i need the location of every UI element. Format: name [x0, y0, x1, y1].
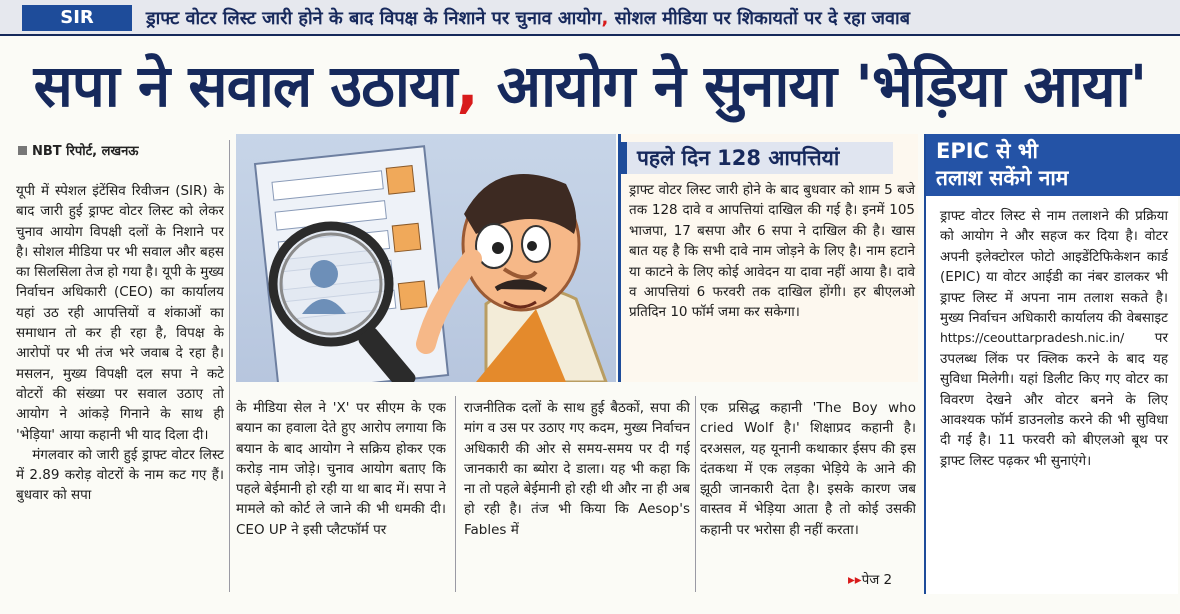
ceo-website-link[interactable]: https://ceouttarpradesh.nic.in/ [940, 330, 1124, 346]
headline-comma: , [456, 52, 478, 120]
headline-part2: आयोग ने सुनाया 'भेड़िया आया' [477, 52, 1147, 120]
column-divider [229, 140, 230, 592]
article-column-3 [464, 398, 690, 592]
article-paragraph: यूपी में स्पेशल इंटेंसिव रिवीजन (SIR) के बाद जारी हुई ड्राफ्ट वोटर लिस्ट को लेकर चुनाव आयोग विपक्षी दलों के निशाने पर है। सोशल मीडिया पर भी सवाल और बहस का सिलसिला तेज हो गया है। यूपी के मुख्य निर्वाचन अधिकारी (CEO) का कार्यालय यहां उठ रही आपत्तियों व शंकाओं का समाधान तो कर ही रहा है, विपक्ष के आरोपों पर भी तंज भरे जवाब दे रहा है। मसलन, मुख्य विपक्षी दल सपा ने कटे वोटरों की संख्या पर सवाल उठाए तो आयोग ने आंकड़े गिनाने के साथ ही 'भेड़िया' आया कहानी भी याद दिला दी। [16, 183, 224, 443]
subheadline-comma: , [601, 8, 609, 29]
epic-box-body-part1: ड्राफ्ट वोटर लिस्ट से नाम तलाशने की प्रक्रिया को आयोग ने और सहज कर दिया है। वोटर अपनी इलेक्टोरल फोटो आइडेंटिफिकेशन कार्ड (EPIC) या वोटर आईडी का नंबर डालकर भी ड्राफ्ट लिस्ट में अपना नाम तलाश सकते है। मुख्य निर्वाचन अधिकारी कार्यालय की वेबसाइट [940, 208, 1168, 327]
continued-on-page[interactable] [848, 570, 892, 588]
section-tag: SIR [22, 5, 132, 31]
headline [0, 42, 1180, 130]
double-arrow-icon: ▸▸ [848, 572, 862, 588]
article-column-1 [16, 181, 224, 591]
epic-box-title-line2: तलाश सकेंगे नाम [936, 166, 1069, 190]
headline-part1: सपा ने सवाल उठाया [33, 52, 457, 120]
top-bar [0, 0, 1180, 36]
article-column-4 [700, 398, 916, 570]
article-paragraph: मंगलवार को जारी हुई ड्राफ्ट वोटर लिस्ट में 2.89 करोड़ वोटरों के नाम कट गए हैं। बुधवार को सपा [16, 446, 224, 504]
subheadline [146, 6, 910, 30]
article-paragraph: एक प्रसिद्ध कहानी 'The Boy who cried Wolf है।' शिक्षाप्रद कहानी है। दरअसल, यह यूनानी कथाकार ईसप की इस दंतकथा में एक लड़का भेड़िये के आने की झूठी जानकारी देता है। इसके कारण जब वास्तव में भेड़िया आता है तो कोई उसकी कहानी पर भरोसा ही नहीं करता। [700, 400, 916, 538]
article-column-2 [236, 398, 446, 592]
objections-box-title: पहले दिन 128 आपत्तियां [621, 142, 893, 174]
epic-box-title [926, 134, 1180, 196]
subheadline-part2: सोशल मीडिया पर शिकायतों पर दे रहा जवाब [608, 8, 910, 29]
objections-box [618, 134, 918, 382]
article-paragraph: के मीडिया सेल ने 'X' पर सीएम के एक बयान का हवाला देते हुए आरोप लगाया कि बयान के बाद आयोग ने सक्रिय होकर एक करोड़ नाम जोड़े। चुनाव आयोग बताए कि पहले बेईमानी हो रही या था बाद में। सपा ने मामले को कोर्ट ले जाने की भी धमकी दी। CEO UP ने इसी प्लैटफॉर्म पर [236, 400, 446, 538]
continued-page-label: पेज 2 [861, 572, 893, 588]
cartoon-illustration [236, 134, 616, 382]
byline-text: NBT रिपोर्ट, लखनऊ [32, 144, 139, 159]
subheadline-part1: ड्राफ्ट वोटर लिस्ट जारी होने के बाद विपक्ष के निशाने पर चुनाव आयोग [146, 8, 602, 29]
byline [18, 141, 139, 159]
article-paragraph: राजनीतिक दलों के साथ हुई बैठकों, सपा की मांग व उस पर उठाए गए कदम, मुख्य निर्वाचन अधिकारी की ओर से समय-समय पर दी गई जानकारी का ब्योरा दे डाला। यह भी कहा कि ना तो पहले बेईमानी हो रही थी और ना ही अब हो रही है। तंज भी किया कि Aesop's Fables में [464, 400, 690, 538]
byline-square-icon [18, 146, 27, 155]
epic-box-body-part2: पर उपलब्ध लिंक पर क्लिक करने के बाद यह सुविधा मिलेगी। यहां डिलीट किए गए वोटर का विवरण देखने और वोटर बनने के लिए आवश्यक फॉर्म डाउनलोड करने की भी सुविधा दी गई है। 11 फरवरी को बीएलओ बूथ पर ड्राफ्ट लिस्ट पढ़कर भी सुनाएंगे। [940, 330, 1168, 469]
column-divider [455, 396, 456, 592]
epic-box-body [940, 206, 1168, 471]
magnifier-politician-illustration [236, 134, 616, 382]
epic-box [924, 134, 1178, 594]
epic-box-title-line1: EPIC से भी [936, 139, 1038, 163]
objections-box-body: ड्राफ्ट वोटर लिस्ट जारी होने के बाद बुधवार को शाम 5 बजे तक 128 दावे व आपत्तियां दाखिल की गई है। इनमें 105 भाजपा, 17 बसपा और 6 सपा ने दाखिल की है। खास बात यह है कि सभी दावे नाम जोड़ने के लिए है। नाम हटाने या काटने के लिए कोई आवेदन या दावा नहीं आया है। दावे व आपत्तियां 6 फरवरी तक दाखिल होंगी। हर बीएलओ प्रतिदिन 10 फॉर्म जमा कर सकेगा। [629, 182, 915, 321]
column-divider [695, 396, 696, 592]
